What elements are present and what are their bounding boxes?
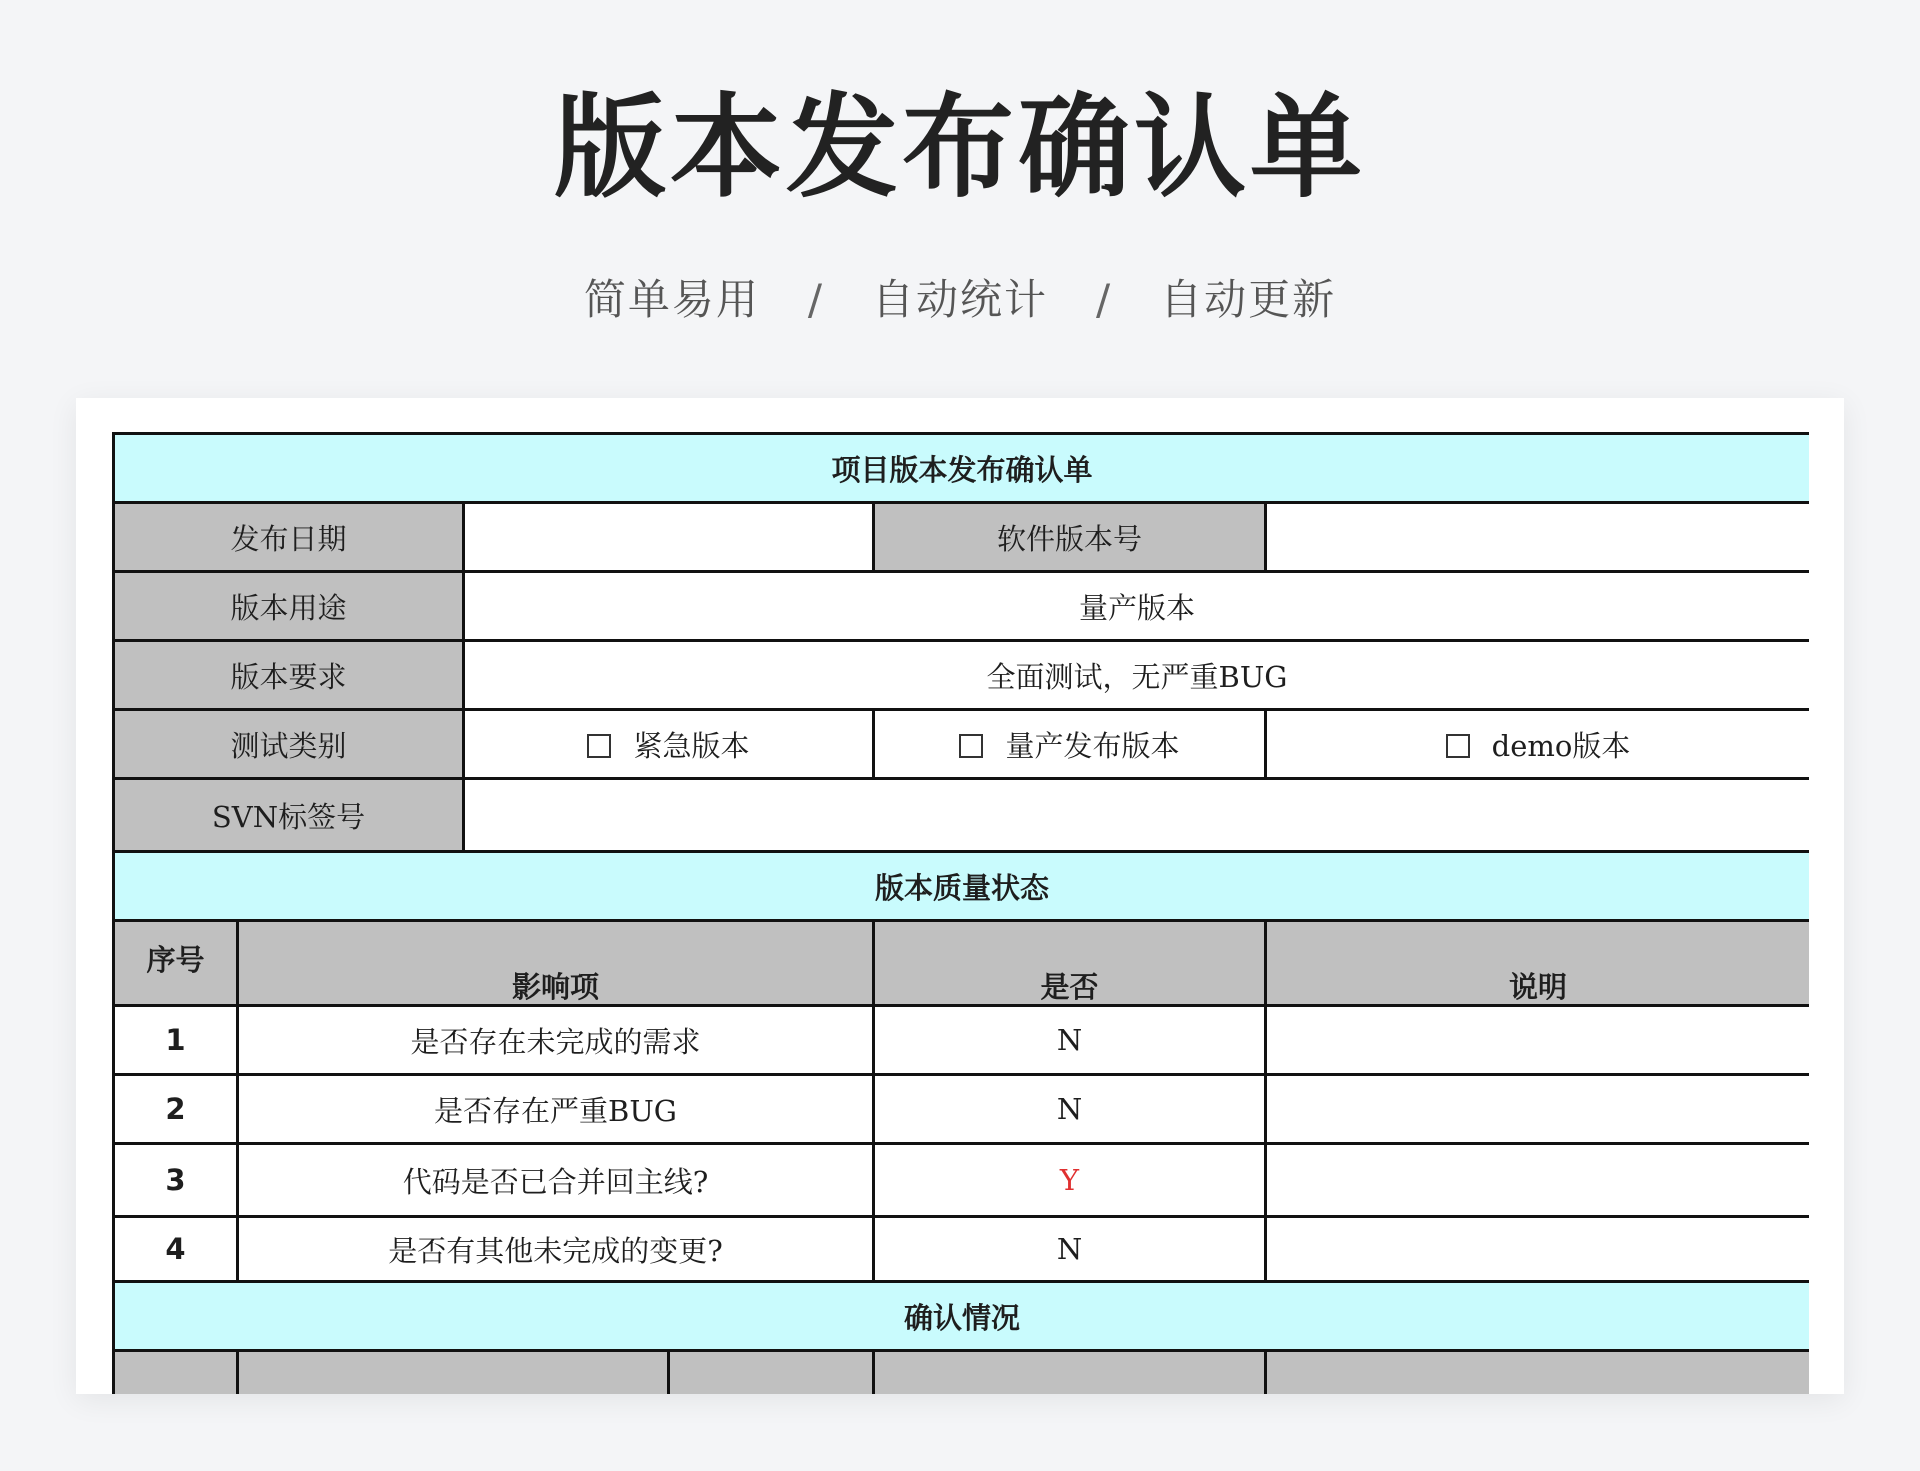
checkbox-icon[interactable] [959, 734, 983, 758]
option-label: 紧急版本 [633, 728, 750, 763]
page-title: 版本发布确认单 [554, 83, 1366, 213]
col-note-header: 说明 [1266, 921, 1810, 1006]
usage-label: 版本用途 [114, 572, 464, 641]
svn-tag-label: SVN标签号 [114, 779, 464, 852]
option-label: 量产发布版本 [1005, 728, 1180, 763]
feature-tagline [0, 270, 1920, 330]
form-row-svn [114, 779, 1810, 852]
form-row-usage [114, 572, 1810, 641]
requirement-cell[interactable]: 全面测试，无严重BUG [464, 641, 1810, 710]
row-item[interactable]: 是否有其他未完成的变更? [238, 1217, 874, 1282]
release-date-label: 发布日期 [114, 503, 464, 572]
form-title: 项目版本发布确认单 [114, 434, 1810, 503]
confirmation-title: 确认情况 [114, 1282, 1810, 1351]
section-header-confirmation [114, 1282, 1810, 1351]
row-yes-no[interactable]: N [874, 1217, 1266, 1282]
svn-tag-cell[interactable] [464, 779, 1810, 852]
form-row-requirement [114, 641, 1810, 710]
release-date-cell[interactable] [464, 503, 874, 572]
col-yesno-header: 是否 [874, 921, 1266, 1006]
test-type-option-demo[interactable] [1266, 710, 1810, 779]
table-row [114, 1144, 1810, 1217]
row-yes-no[interactable]: N [874, 1006, 1266, 1075]
test-type-option-urgent[interactable] [464, 710, 874, 779]
spreadsheet-view[interactable] [112, 432, 1809, 1394]
separator: / [807, 275, 824, 324]
confirmation-header-row [114, 1351, 1810, 1395]
row-seq: 2 [114, 1075, 238, 1144]
section-header-quality [114, 852, 1810, 921]
row-yes-no[interactable]: Y [874, 1144, 1266, 1217]
confirmation-cell[interactable] [114, 1351, 238, 1395]
form-row-date-version [114, 503, 1810, 572]
usage-cell[interactable]: 量产版本 [464, 572, 1810, 641]
feature-auto-stats: 自动统计 [871, 275, 1048, 324]
quality-title: 版本质量状态 [114, 852, 1810, 921]
row-yes-no[interactable]: N [874, 1075, 1266, 1144]
confirmation-cell[interactable] [669, 1351, 874, 1395]
row-note[interactable] [1266, 1217, 1810, 1282]
checkbox-icon[interactable] [1446, 734, 1470, 758]
confirmation-cell[interactable] [238, 1351, 669, 1395]
row-item[interactable]: 是否存在未完成的需求 [238, 1006, 874, 1075]
table-row [114, 1006, 1810, 1075]
table-row [114, 1217, 1810, 1282]
row-seq: 1 [114, 1006, 238, 1075]
checkbox-icon[interactable] [587, 734, 611, 758]
col-item-header: 影响项 [238, 921, 874, 1006]
test-type-option-mass[interactable] [874, 710, 1266, 779]
confirmation-cell[interactable] [1266, 1351, 1810, 1395]
row-item[interactable]: 代码是否已合并回主线? [238, 1144, 874, 1217]
row-note[interactable] [1266, 1006, 1810, 1075]
section-header-form [114, 434, 1810, 503]
separator: / [1096, 275, 1113, 324]
row-note[interactable] [1266, 1075, 1810, 1144]
requirement-label: 版本要求 [114, 641, 464, 710]
row-note[interactable] [1266, 1144, 1810, 1217]
row-seq: 3 [114, 1144, 238, 1217]
option-label: demo版本 [1491, 728, 1631, 763]
table-row [114, 1075, 1810, 1144]
col-seq-header: 序号 [114, 921, 238, 1006]
feature-auto-update: 自动更新 [1160, 275, 1337, 324]
software-version-cell[interactable] [1266, 503, 1810, 572]
row-seq: 4 [114, 1217, 238, 1282]
spreadsheet-card [76, 398, 1844, 1394]
confirmation-cell[interactable] [874, 1351, 1266, 1395]
form-row-test-type [114, 710, 1810, 779]
row-item[interactable]: 是否存在严重BUG [238, 1075, 874, 1144]
software-version-label: 软件版本号 [874, 503, 1266, 572]
release-form-table [112, 432, 1809, 1394]
feature-easy: 简单易用 [583, 275, 760, 324]
test-type-label: 测试类别 [114, 710, 464, 779]
quality-column-headers [114, 921, 1810, 1006]
